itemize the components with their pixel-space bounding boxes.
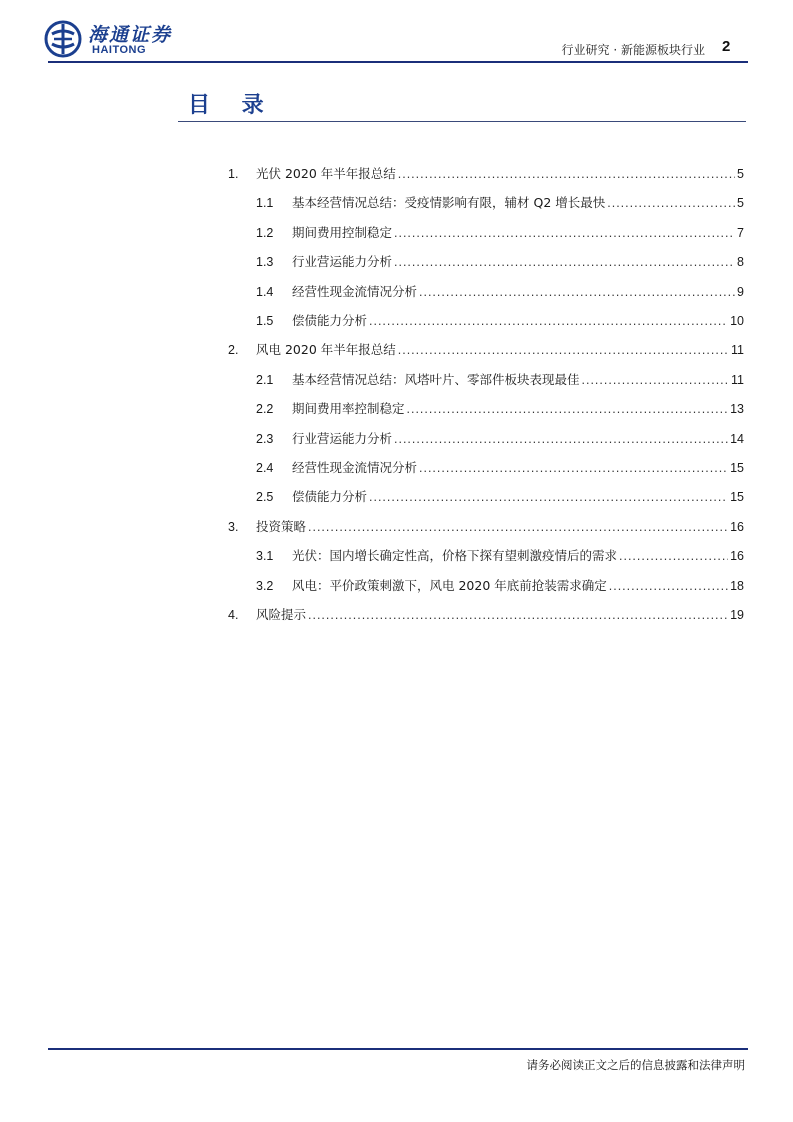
toc-dot-leader — [369, 488, 728, 506]
toc-dot-leader — [609, 577, 728, 595]
toc-entry[interactable] — [256, 253, 744, 271]
report-category: 行业研究 · 新能源板块行业 — [561, 43, 705, 57]
toc-dot-leader — [419, 459, 728, 477]
toc-entry[interactable] — [256, 430, 744, 448]
toc-entry-page: 5 — [737, 196, 744, 211]
toc-entry-label: 风险提示 — [256, 607, 307, 622]
footer-divider — [48, 1048, 748, 1050]
footer-disclaimer: 请务必阅读正文之后的信息披露和法律声明 — [526, 1058, 745, 1072]
toc-dot-leader — [398, 165, 735, 183]
toc-entry-label: 风电 2020 年半年报总结 — [256, 342, 396, 358]
toc-entry[interactable] — [256, 312, 744, 330]
toc-entry-number: 1.1 — [256, 196, 274, 211]
toc-entry-number: 2.5 — [256, 490, 274, 505]
toc-entry-number: 1. — [228, 167, 239, 181]
toc-entry-label: 偿债能力分析 — [292, 489, 368, 505]
toc-entry-label: 经营性现金流情况分析 — [292, 283, 418, 299]
toc-entry-label: 光伏：国内增长确定性高，价格下探有望刺激疫情后的需求 — [292, 548, 618, 564]
toc-entry-page: 11 — [731, 343, 744, 358]
toc-entry-label: 期间费用控制稳定 — [292, 224, 393, 240]
toc-entry-page: 18 — [730, 578, 744, 593]
toc-entry[interactable] — [228, 341, 744, 359]
logo-chinese-name: 海通证券 — [88, 24, 173, 46]
toc-entry-page: 15 — [730, 490, 744, 505]
toc-entry-page: 9 — [737, 284, 744, 299]
toc-title-underline — [178, 121, 746, 122]
toc-entry-number: 1.5 — [256, 314, 274, 328]
toc-entry-number: 4. — [228, 608, 239, 622]
toc-entry[interactable] — [256, 459, 744, 477]
toc-entry-number: 3.1 — [256, 549, 274, 564]
toc-entry-label: 基本经营情况总结：风塔叶片、零部件板块表现最佳 — [292, 371, 580, 387]
toc-title: 目 录 — [188, 92, 276, 118]
toc-dot-leader — [407, 400, 729, 418]
toc-entry[interactable] — [256, 547, 744, 565]
toc-entry-label: 经营性现金流情况分析 — [292, 460, 418, 475]
toc-entry[interactable] — [228, 606, 744, 624]
toc-entry-label: 行业营运能力分析 — [292, 254, 393, 270]
toc-dot-leader — [619, 547, 728, 565]
logo-english-name: HAITONG — [92, 44, 147, 56]
toc-entry[interactable] — [256, 224, 744, 242]
toc-entry[interactable] — [256, 488, 744, 506]
toc-entry-number: 2. — [228, 343, 239, 358]
toc-entry-page: 16 — [730, 519, 744, 534]
toc-entry-number: 2.4 — [256, 461, 274, 475]
toc-dot-leader — [419, 283, 735, 301]
toc-entry-page: 8 — [737, 255, 744, 270]
toc-entry-label: 光伏 2020 年半年报总结 — [256, 166, 396, 181]
toc-entry-number: 2.1 — [256, 372, 274, 387]
toc-dot-leader — [308, 606, 728, 624]
toc-entry[interactable] — [256, 577, 744, 595]
toc-entry[interactable] — [256, 371, 744, 389]
toc-entry-number: 1.4 — [256, 284, 274, 299]
toc-entry-label: 风电：平价政策刺激下，风电 2020 年底前抢装需求确定 — [292, 577, 607, 593]
header-divider — [48, 61, 748, 63]
toc-entry[interactable] — [256, 194, 744, 212]
toc-dot-leader — [369, 312, 728, 330]
toc-entry-page: 10 — [730, 314, 744, 328]
toc-entry-number: 3.2 — [256, 578, 274, 593]
toc-entry-label: 偿债能力分析 — [292, 313, 368, 328]
toc-entry-page: 5 — [737, 167, 744, 181]
toc-dot-leader — [582, 371, 730, 389]
toc-dot-leader — [394, 253, 735, 271]
haitong-logo — [44, 20, 184, 60]
toc-dot-leader — [607, 194, 735, 212]
toc-entry[interactable] — [256, 283, 744, 301]
toc-entry-label: 期间费用率控制稳定 — [292, 401, 405, 417]
toc-entry-page: 15 — [730, 461, 744, 475]
toc-entry-number: 2.2 — [256, 402, 274, 417]
haitong-emblem-icon — [44, 20, 82, 58]
toc-entry-label: 投资策略 — [256, 518, 307, 534]
toc-entry-page: 7 — [737, 225, 744, 240]
toc-entry-page: 11 — [731, 372, 744, 387]
toc-entry-page: 19 — [730, 608, 744, 622]
toc-entry-number: 1.3 — [256, 255, 274, 270]
toc-entry-number: 1.2 — [256, 225, 274, 240]
toc-dot-leader — [394, 430, 728, 448]
toc-entry-label: 行业营运能力分析 — [292, 430, 393, 446]
toc-dot-leader — [394, 224, 735, 242]
toc-entry-number: 3. — [228, 519, 239, 534]
page-number: 2 — [722, 38, 731, 55]
toc-entry-page: 16 — [730, 549, 744, 564]
toc-entry-number: 2.3 — [256, 431, 274, 446]
toc-entry-page: 14 — [730, 431, 744, 446]
toc-entry[interactable] — [228, 518, 744, 536]
toc-dot-leader — [308, 518, 728, 536]
toc-entry[interactable] — [228, 165, 744, 183]
toc-entry-label: 基本经营情况总结：受疫情影响有限，辅材 Q2 增长最快 — [292, 195, 606, 211]
toc-dot-leader — [398, 341, 729, 359]
toc-entry-page: 13 — [730, 402, 744, 417]
toc-entry[interactable] — [256, 400, 744, 418]
